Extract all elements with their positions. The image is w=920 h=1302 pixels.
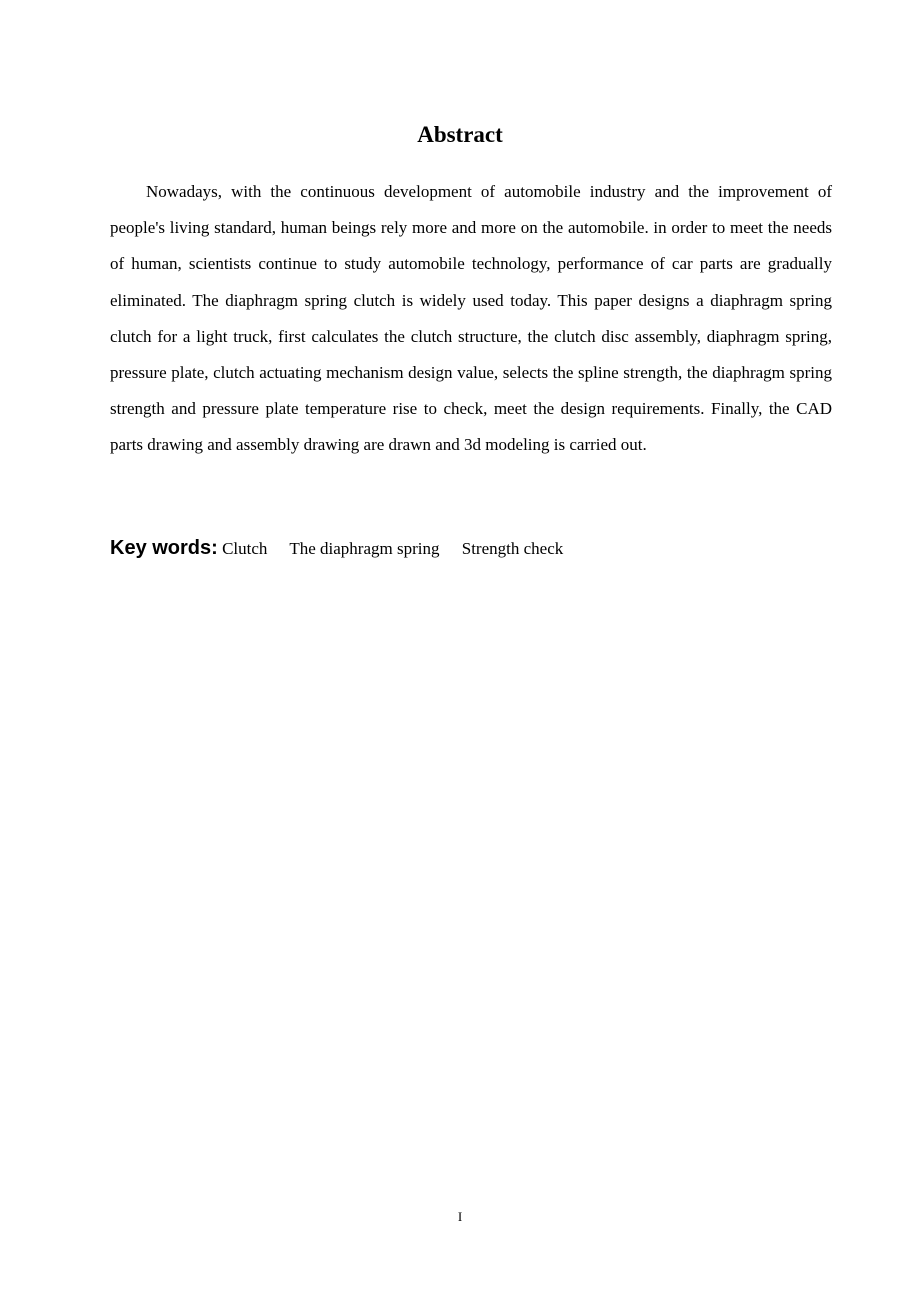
keywords-line [110,532,832,565]
page-number: I [457,1209,463,1224]
keyword-item: Clutch [222,539,268,558]
keyword-item: Strength check [461,539,564,558]
abstract-body: Nowadays, with the continuous development of automobile industry and the improvement of people's living standard, human beings rely more and more on the automobile. in order to meet the needs of human, scientists continue to study automobile technology, performance of car parts are gradually eliminated. The diaphragm spring clutch is widely used today. This paper designs a diaphragm spring clutch for a light truck, first calculates the clutch structure, the clutch disc assembly, diaphragm spring, pressure plate, clutch actuating mechanism design value, selects the spline strength, the diaphragm spring strength and pressure plate temperature rise to check, meet the design requirements. Finally, the CAD parts drawing and assembly drawing are drawn and 3d modeling is carried out. [110,182,832,455]
keyword-item: The diaphragm spring [289,539,440,558]
page-title: Abstract [417,122,503,147]
keywords-label: Key words: [110,537,218,559]
